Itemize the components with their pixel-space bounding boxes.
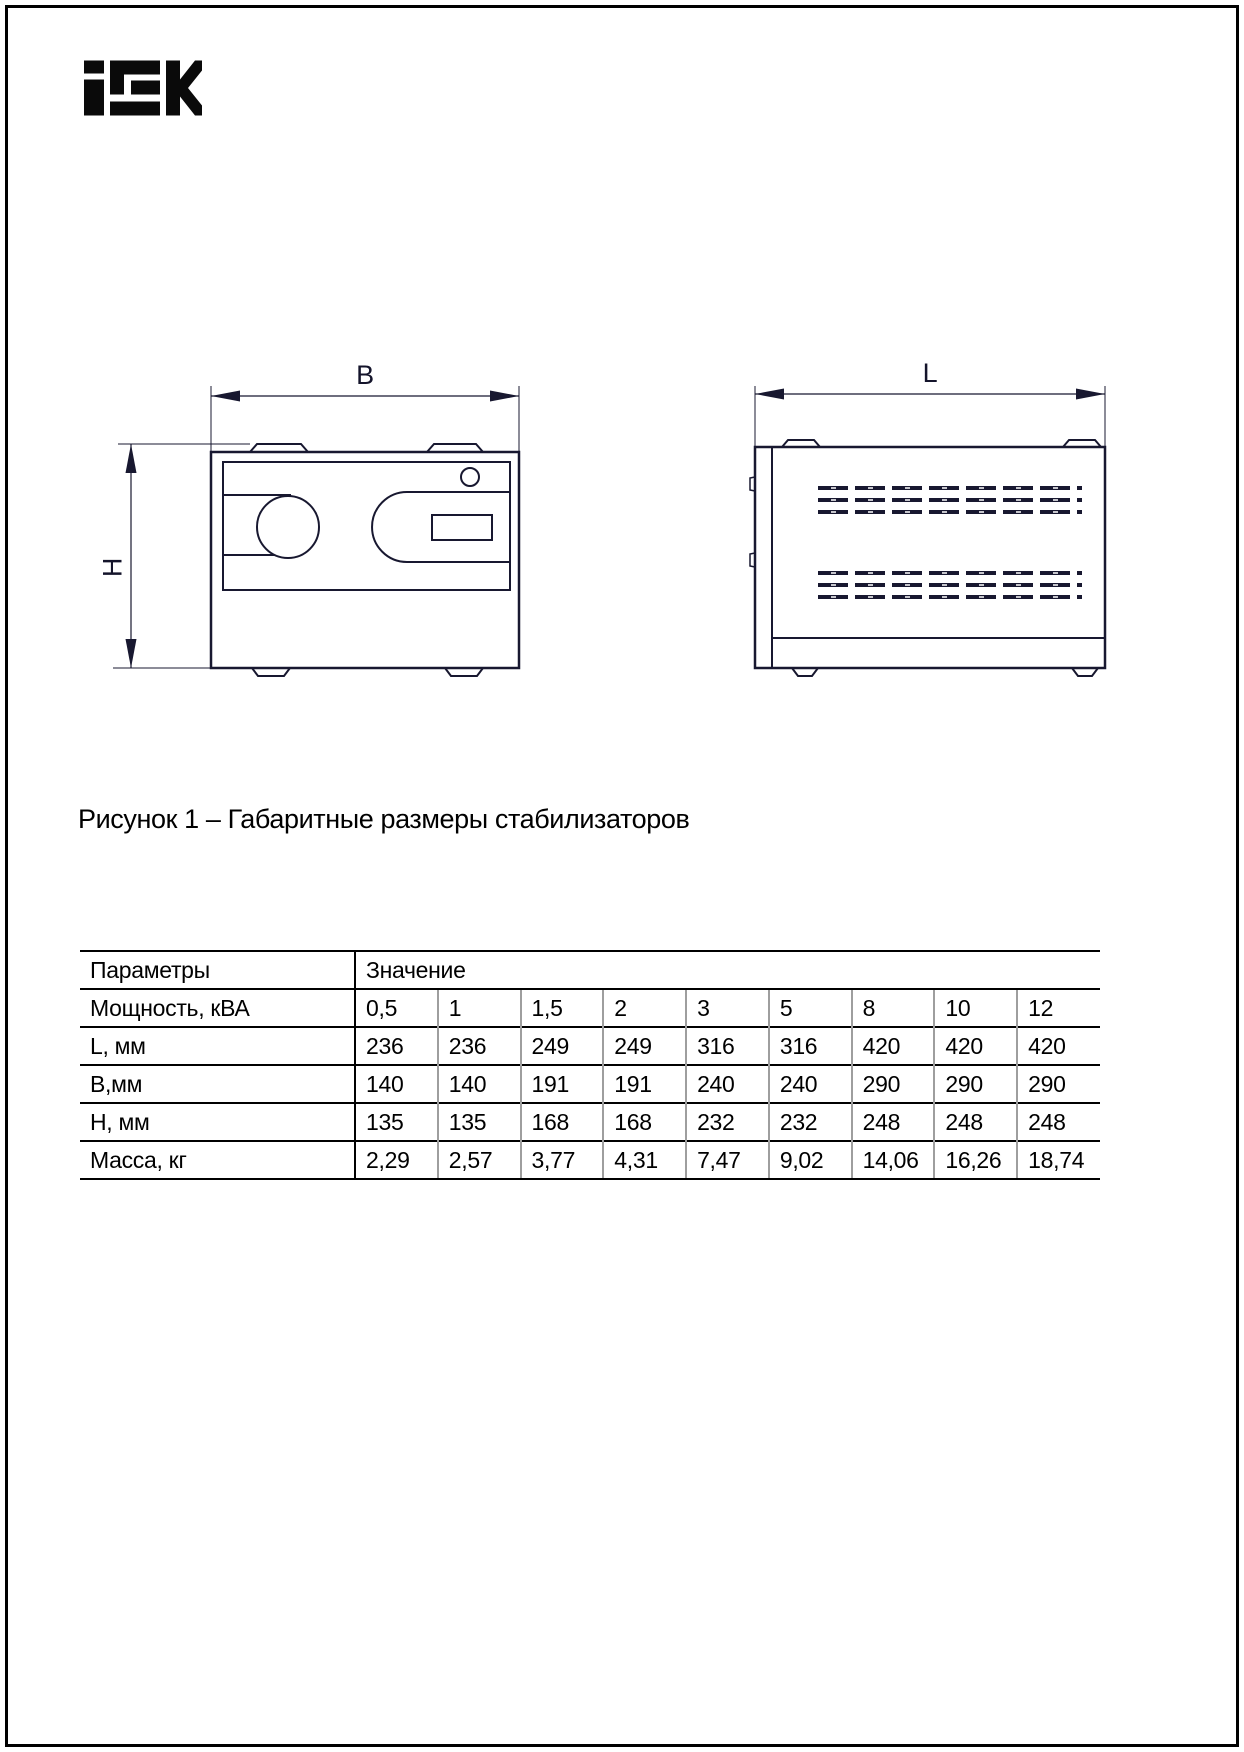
figure-caption: Рисунок 1 – Габаритные размеры стабилизаторов	[78, 804, 690, 834]
table-row-power	[80, 989, 1100, 1027]
value-cell: 10	[934, 989, 1017, 1027]
value-cell: 5	[769, 989, 852, 1027]
value-cell: 236	[355, 1027, 438, 1065]
row-label: Масса, кг	[80, 1141, 355, 1179]
value-cell: 2	[603, 989, 686, 1027]
value-cell: 1,5	[521, 989, 604, 1027]
value-cell: 9,02	[769, 1141, 852, 1179]
value-cell: 8	[852, 989, 935, 1027]
value-cell: 191	[603, 1065, 686, 1103]
value-cell: 290	[852, 1065, 935, 1103]
value-cell: 18,74	[1017, 1141, 1100, 1179]
value-cell: 249	[603, 1027, 686, 1065]
value-cell: 2,29	[355, 1141, 438, 1179]
dim-label-l: L	[922, 358, 938, 388]
table-row-length	[80, 1027, 1100, 1065]
value-cell: 232	[686, 1103, 769, 1141]
value-cell: 240	[769, 1065, 852, 1103]
value-cell: 168	[521, 1103, 604, 1141]
value-cell: 290	[1017, 1065, 1100, 1103]
value-cell: 140	[355, 1065, 438, 1103]
value-cell: 248	[1017, 1103, 1100, 1141]
parameters-header-cell: Параметры	[80, 951, 355, 989]
value-cell: 232	[769, 1103, 852, 1141]
row-label: L, мм	[80, 1027, 355, 1065]
value-cell: 4,31	[603, 1141, 686, 1179]
value-cell: 290	[934, 1065, 1017, 1103]
value-cell: 420	[934, 1027, 1017, 1065]
value-header-cell: Значение	[355, 951, 1100, 989]
dim-label-b: B	[356, 360, 374, 390]
value-cell: 12	[1017, 989, 1100, 1027]
value-cell: 191	[521, 1065, 604, 1103]
value-cell: 420	[852, 1027, 935, 1065]
value-cell: 3	[686, 989, 769, 1027]
row-label: H, мм	[80, 1103, 355, 1141]
value-cell: 420	[1017, 1027, 1100, 1065]
value-cell: 168	[603, 1103, 686, 1141]
value-cell: 135	[355, 1103, 438, 1141]
table-row-mass	[80, 1141, 1100, 1179]
value-cell: 3,77	[521, 1141, 604, 1179]
value-cell: 135	[438, 1103, 521, 1141]
dim-label-h: H	[97, 557, 128, 578]
table-header-row	[80, 951, 1100, 989]
value-cell: 140	[438, 1065, 521, 1103]
value-cell: 248	[934, 1103, 1017, 1141]
value-cell: 16,26	[934, 1141, 1017, 1179]
table-row-height	[80, 1103, 1100, 1141]
value-cell: 7,47	[686, 1141, 769, 1179]
value-cell: 316	[769, 1027, 852, 1065]
dimensions-table	[80, 950, 1100, 1180]
value-cell: 249	[521, 1027, 604, 1065]
value-cell: 14,06	[852, 1141, 935, 1179]
row-label: B,мм	[80, 1065, 355, 1103]
row-label: Мощность, кВА	[80, 989, 355, 1027]
value-cell: 2,57	[438, 1141, 521, 1179]
table-row-width	[80, 1065, 1100, 1103]
value-cell: 240	[686, 1065, 769, 1103]
value-cell: 1	[438, 989, 521, 1027]
value-cell: 248	[852, 1103, 935, 1141]
value-cell: 236	[438, 1027, 521, 1065]
value-cell: 0,5	[355, 989, 438, 1027]
value-cell: 316	[686, 1027, 769, 1065]
